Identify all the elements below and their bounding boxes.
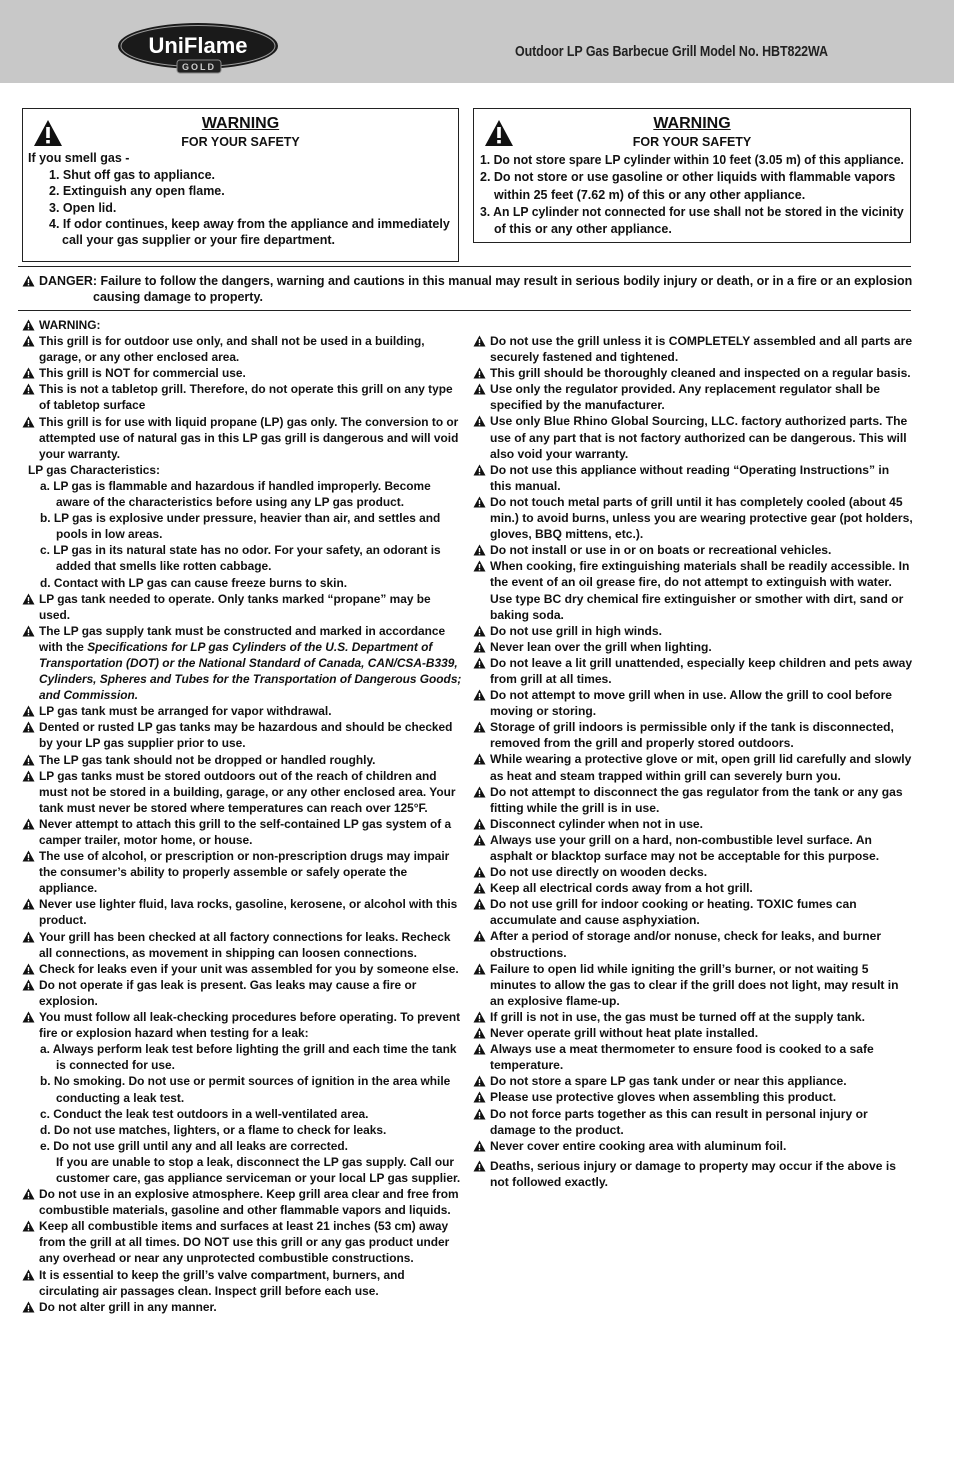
item-text: While wearing a protective glove or mit, open grill lid carefully and slowly as heat and steam trapped within grill can severely burn you. bbox=[490, 752, 912, 783]
warning-triangle-icon bbox=[473, 560, 486, 572]
warning-triangle-icon bbox=[473, 1075, 486, 1087]
warning-triangle-icon bbox=[473, 335, 486, 347]
warning-title: WARNING bbox=[201, 115, 280, 132]
danger-line: causing damage to property. bbox=[93, 290, 263, 304]
item-text: Always use your grill on a hard, non-combustible level surface. An asphalt or blacktop surface may not be acceptable for this purpose. bbox=[490, 832, 880, 863]
warning-triangle-icon bbox=[22, 898, 35, 910]
item-text: Do not use this appliance without reading “Operating Instructions” in this manual. bbox=[490, 462, 890, 493]
warning-triangle-icon bbox=[473, 818, 486, 830]
item-text: After a period of storage and/or nonuse, check for leaks, and burner obstructions. bbox=[490, 929, 882, 960]
warning-triangle-icon bbox=[473, 834, 486, 846]
item-text: This grill is for use with liquid propane (LP) gas only. The conversion to or attempted use of natural gas in this LP gas grill is dangerous and will void your warranty. bbox=[39, 414, 459, 461]
list-item bbox=[473, 494, 913, 542]
item-text: Do not attempt to disconnect the gas regulator from the tank or any gas fitting while the grill is in use. bbox=[490, 784, 903, 815]
warning-triangle-icon bbox=[22, 705, 35, 717]
list-item bbox=[22, 317, 462, 333]
warning-triangle-icon bbox=[473, 786, 486, 798]
item-text: Do not alter grill in any manner. bbox=[39, 1299, 217, 1314]
warning-triangle-icon bbox=[473, 1027, 486, 1039]
divider-rule bbox=[18, 266, 911, 267]
warning-triangle-icon bbox=[22, 416, 35, 428]
list-item bbox=[473, 381, 913, 413]
item-text: Do not use directly on wooden decks. bbox=[490, 865, 708, 880]
warning-triangle-icon bbox=[473, 1140, 486, 1152]
list-item bbox=[22, 623, 462, 703]
warning-triangle-icon bbox=[22, 754, 35, 766]
warning-triangle-icon bbox=[473, 689, 486, 701]
item-text: When cooking, fire extinguishing materials shall be readily accessible. In the event of an oil grease fire, do not attempt to extinguish with water. Use type BC dry chemical fire extinguisher or smother with dirt, sand or baking soda. bbox=[490, 559, 910, 622]
warning-triangle-icon bbox=[22, 275, 35, 287]
warning-triangle-icon bbox=[473, 1091, 486, 1103]
warnings-right-column bbox=[473, 333, 913, 1190]
warning-triangle-icon bbox=[22, 1269, 35, 1281]
warning-triangle-icon bbox=[22, 931, 35, 943]
sub-item: c. LP gas in its natural state has no odor. For your safety, an odorant is added that smells like rotten cabbage. bbox=[40, 543, 441, 574]
item-text: Your grill has been checked at all factory connections for leaks. Recheck all connections, as movement in shipping can loosen connections. bbox=[39, 929, 451, 960]
warning-line: 2. Extinguish any open flame. bbox=[49, 184, 225, 198]
list-item bbox=[473, 816, 913, 832]
list-item bbox=[22, 719, 462, 751]
list-item bbox=[22, 1299, 462, 1315]
sub-item: b. LP gas is explosive under pressure, heavier than air, and settles and pools in low areas. bbox=[40, 511, 441, 542]
list-item bbox=[22, 816, 462, 848]
warning-triangle-icon bbox=[22, 721, 35, 733]
item-text: Use only the regulator provided. Any replacement regulator shall be specified by the manufacturer. bbox=[490, 382, 881, 413]
item-text: Do not install or use in or on boats or recreational vehicles. bbox=[490, 543, 832, 558]
item-text: LP gas tanks must be stored outdoors out of the reach of children and must not be stored in a building, garage, or any other enclosed area. Your tank must never be stored where temperatures can reach over 125°F. bbox=[39, 768, 456, 815]
item-text: Never cover entire cooking area with aluminum foil. bbox=[490, 1138, 787, 1153]
warning-title: WARNING bbox=[653, 115, 731, 132]
list-item bbox=[22, 365, 462, 381]
item-text: Dented or rusted LP gas tanks may be hazardous and should be checked by your LP gas supplier prior to use. bbox=[39, 720, 453, 751]
list-item bbox=[22, 414, 462, 462]
warning-triangle-icon bbox=[473, 641, 486, 653]
list-item bbox=[473, 1041, 913, 1073]
list-item bbox=[473, 1025, 913, 1041]
warning-triangle-icon bbox=[473, 1043, 486, 1055]
list-item bbox=[473, 751, 913, 783]
warning-triangle-icon bbox=[22, 979, 35, 991]
list-item bbox=[22, 929, 462, 961]
warning-triangle-icon bbox=[22, 963, 35, 975]
warning-triangle-icon bbox=[22, 383, 35, 395]
section-heading: WARNING: bbox=[39, 318, 101, 332]
item-text: Please use protective gloves when assembling this product. bbox=[490, 1090, 837, 1105]
item-text: Do not use in an explosive atmosphere. Keep grill area clear and free from combustible materials, gasoline and other flammable vapors and liquids. bbox=[39, 1187, 459, 1218]
sub-item: e. Do not use grill until any and all leaks are corrected. bbox=[40, 1138, 348, 1153]
list-item bbox=[22, 977, 462, 1009]
list-item bbox=[473, 333, 913, 365]
divider-rule bbox=[18, 310, 911, 311]
item-text: Never attempt to attach this grill to the self-contained LP gas system of a camper trailer, motor home, or house. bbox=[39, 816, 452, 847]
warning-triangle-icon bbox=[473, 866, 486, 878]
item-text: Check for leaks even if your unit was assembled for you by someone else. bbox=[39, 961, 459, 976]
document-title: Outdoor LP Gas Barbecue Grill Model No. HBT822WA bbox=[515, 44, 828, 60]
list-item bbox=[473, 558, 913, 622]
warning-box-storage bbox=[473, 108, 911, 243]
item-text: You must follow all leak-checking procedures before operating. To prevent fire or explosion hazard when testing for a leak: bbox=[39, 1010, 461, 1041]
warning-triangle-icon bbox=[473, 544, 486, 556]
list-item bbox=[473, 639, 913, 655]
list-item bbox=[473, 1158, 913, 1190]
list-item bbox=[22, 752, 462, 768]
sub-item: c. Conduct the leak test outdoors in a well-ventilated area. bbox=[40, 1106, 369, 1121]
item-text: Always use a meat thermometer to ensure food is cooked to a safe temperature. bbox=[490, 1042, 874, 1073]
item-text: Never operate grill without heat plate installed. bbox=[490, 1026, 759, 1041]
warning-line: 4. If odor continues, keep away from the appliance and immediately bbox=[49, 217, 450, 231]
warning-triangle-icon bbox=[473, 753, 486, 765]
item-text: Storage of grill indoors is permissible only if the tank is disconnected, removed from the grill and properly stored outdoors. bbox=[490, 720, 894, 751]
list-item bbox=[473, 655, 913, 687]
list-item bbox=[473, 896, 913, 928]
warning-triangle-icon bbox=[22, 319, 35, 331]
warning-line: of this or any other appliance. bbox=[494, 222, 672, 236]
item-text: This grill is NOT for commercial use. bbox=[39, 366, 246, 381]
sub-item-continuation: If you are unable to stop a leak, disconnect the LP gas supply. Call our customer care, gas appliance serviceman or your local LP gas supplier. bbox=[56, 1154, 461, 1185]
item-text: Do not use grill in high winds. bbox=[490, 623, 662, 638]
list-item bbox=[473, 687, 913, 719]
item-text: Disconnect cylinder when not in use. bbox=[490, 816, 704, 831]
list-item bbox=[22, 1267, 462, 1299]
warning-triangle-icon bbox=[473, 1011, 486, 1023]
list-item bbox=[473, 864, 913, 880]
warning-triangle-icon bbox=[473, 721, 486, 733]
item-text: Keep all combustible items and surfaces at least 21 inches (53 cm) away from the grill at all times. DO NOT use this grill or any gas product under any overhead or near any unprotected combustible constructions. bbox=[39, 1219, 450, 1266]
item-text: It is essential to keep the grill’s valve compartment, burners, and circulating air passages clean. Inspect grill before each use. bbox=[39, 1267, 405, 1298]
list-item bbox=[473, 365, 913, 381]
list-item bbox=[473, 719, 913, 751]
uniflame-logo bbox=[117, 22, 279, 74]
warning-line: within 25 feet (7.62 m) of this or any other appliance. bbox=[494, 188, 806, 202]
warning-triangle-icon bbox=[473, 367, 486, 379]
list-item bbox=[473, 623, 913, 639]
list-item bbox=[22, 591, 462, 623]
list-item bbox=[22, 961, 462, 977]
list-item bbox=[473, 1073, 913, 1089]
list-item bbox=[473, 1138, 913, 1154]
item-text: Do not store a spare LP gas tank under or near this appliance. bbox=[490, 1074, 847, 1089]
warnings-left-column bbox=[22, 317, 462, 1315]
item-text: LP gas tank must be arranged for vapor withdrawal. bbox=[39, 704, 332, 719]
warning-line: 1. Do not store spare LP cylinder within 10 feet (3.05 m) of this appliance. bbox=[480, 153, 904, 167]
sub-item: a. Always perform leak test before lighting the grill and each time the tank is connected for use. bbox=[40, 1042, 457, 1073]
lp-characteristics-heading: LP gas Characteristics: bbox=[28, 462, 160, 477]
item-text-italic: Specifications for LP gas Cylinders of the U.S. Department of Transportation (DOT) or the National Standard of Canada, CAN/CSA-B339, Cylinders, Spheres and Tubes for the Transportation of Dangerous Goods; and Commission. bbox=[39, 639, 462, 703]
item-text: If grill is not in use, the gas must be turned off at the supply tank. bbox=[490, 1009, 865, 1024]
danger-statement bbox=[22, 273, 912, 305]
warning-triangle-icon bbox=[22, 818, 35, 830]
list-item bbox=[473, 542, 913, 558]
list-item bbox=[473, 1089, 913, 1105]
warning-triangle-icon bbox=[473, 882, 486, 894]
list-item bbox=[473, 880, 913, 896]
warning-triangle-icon bbox=[473, 657, 486, 669]
item-text: Failure to open lid while igniting the grill’s burner, or not waiting 5 minutes to allow the gas to clear if the grill does not light, may result in an explosive flame-up. bbox=[490, 961, 899, 1008]
item-text: Deaths, serious injury or damage to property may occur if the above is not followed exactly. bbox=[490, 1158, 896, 1189]
list-item bbox=[473, 1106, 913, 1138]
item-text: Use only Blue Rhino Global Sourcing, LLC. factory authorized parts. The use of any part that is not factory authorized can be dangerous. This will also void your warranty. bbox=[490, 414, 908, 461]
item-text: Do not use grill for indoor cooking or heating. TOXIC fumes can accumulate and cause asphyxiation. bbox=[490, 897, 857, 928]
brand-name: UniFlame bbox=[148, 33, 248, 58]
list-item bbox=[473, 928, 913, 960]
item-text: This grill should be thoroughly cleaned and inspected on a regular basis. bbox=[490, 366, 911, 381]
list-item bbox=[22, 381, 462, 413]
item-text: Do not force parts together as this can result in personal injury or damage to the product. bbox=[490, 1106, 868, 1137]
list-item bbox=[22, 768, 462, 816]
list-item bbox=[22, 896, 462, 928]
warning-triangle-icon bbox=[22, 367, 35, 379]
item-text: The use of alcohol, or prescription or non-prescription drugs may impair the consumer’s ability to properly assemble or safely operate the appliance. bbox=[39, 849, 450, 896]
item-text: Do not touch metal parts of grill until it has completely cooled (about 45 min.) to avoid burns, unless you are wearing protective gear (pot holders, gloves, BBQ mittens, etc.). bbox=[490, 494, 913, 542]
warning-line: 3. An LP cylinder not connected for use shall not be stored in the vicinity bbox=[480, 205, 904, 219]
item-text: Do not operate if gas leak is present. Gas leaks may cause a fire or explosion. bbox=[39, 977, 417, 1008]
item-text: Never lean over the grill when lighting. bbox=[490, 639, 712, 654]
list-item bbox=[473, 784, 913, 816]
list-item bbox=[473, 1009, 913, 1025]
warning-triangle-icon bbox=[473, 625, 486, 637]
warning-triangle-icon bbox=[473, 930, 486, 942]
warning-line: call your gas supplier or your fire department. bbox=[62, 233, 335, 247]
warning-line: 1. Shut off gas to appliance. bbox=[49, 168, 215, 182]
warning-triangle-icon bbox=[473, 898, 486, 910]
list-item bbox=[22, 1009, 462, 1041]
list-item bbox=[22, 848, 462, 896]
list-item bbox=[473, 413, 913, 461]
item-text: LP gas tank needed to operate. Only tanks marked “propane” may be used. bbox=[39, 591, 431, 622]
warning-box-gas-smell bbox=[22, 108, 459, 262]
warning-triangle-icon bbox=[22, 335, 35, 347]
warning-line: 2. Do not store or use gasoline or other liquids with flammable vapors bbox=[480, 170, 896, 184]
warning-triangle-icon bbox=[22, 593, 35, 605]
warning-subtitle: FOR YOUR SAFETY bbox=[181, 135, 300, 149]
warning-line: If you smell gas - bbox=[28, 151, 130, 165]
warning-triangle-icon bbox=[473, 1108, 486, 1120]
warning-triangle-icon bbox=[473, 464, 486, 476]
brand-sub: GOLD bbox=[182, 62, 216, 72]
list-item bbox=[473, 462, 913, 494]
item-text: Do not attempt to move grill when in use. Allow the grill to cool before moving or storing. bbox=[490, 688, 893, 719]
sub-item: d. Contact with LP gas can cause freeze burns to skin. bbox=[40, 575, 348, 590]
page-header bbox=[0, 0, 954, 83]
warning-line: 3. Open lid. bbox=[49, 201, 117, 215]
warning-triangle-icon bbox=[22, 1220, 35, 1232]
list-item bbox=[22, 333, 462, 365]
list-item bbox=[22, 1218, 462, 1266]
warning-triangle-icon bbox=[473, 496, 486, 508]
list-item bbox=[473, 961, 913, 1009]
list-item bbox=[473, 832, 913, 864]
warning-subtitle: FOR YOUR SAFETY bbox=[632, 135, 752, 149]
item-text: The LP gas supply tank must be constructed and marked in accordance with the bbox=[39, 623, 446, 654]
danger-line: DANGER: Failure to follow the dangers, warning and cautions in this manual may result in serious bodily injury or death, or in a fire or an explosion bbox=[39, 274, 913, 288]
item-text: Never use lighter fluid, lava rocks, gasoline, kerosene, or alcohol with this product. bbox=[39, 897, 458, 928]
list-item bbox=[22, 703, 462, 719]
warning-triangle-icon bbox=[473, 383, 486, 395]
item-text: The LP gas tank should not be dropped or handled roughly. bbox=[39, 752, 376, 767]
item-text: This grill is for outdoor use only, and shall not be used in a building, garage, or any other enclosed area. bbox=[39, 334, 425, 365]
warning-triangle-icon bbox=[22, 1188, 35, 1200]
warning-triangle-icon bbox=[22, 1301, 35, 1313]
list-item bbox=[22, 1186, 462, 1218]
warning-triangle-icon bbox=[22, 1011, 35, 1023]
item-text: Do not leave a lit grill unattended, especially keep children and pets away from grill at all times. bbox=[490, 655, 913, 686]
item-text: This is not a tabletop grill. Therefore, do not operate this grill on any type of tabletop surface bbox=[39, 382, 453, 413]
warning-triangle-icon bbox=[473, 1160, 486, 1172]
warning-triangle-icon bbox=[22, 625, 35, 637]
warning-triangle-icon bbox=[22, 770, 35, 782]
sub-item: d. Do not use matches, lighters, or a flame to check for leaks. bbox=[40, 1122, 387, 1137]
item-text: Keep all electrical cords away from a hot grill. bbox=[490, 881, 753, 896]
sub-item: a. LP gas is flammable and hazardous if handled improperly. Become aware of the characteristics before using any LP gas product. bbox=[40, 478, 431, 510]
item-text: Do not use the grill unless it is COMPLETELY assembled and all parts are securely fastened and tightened. bbox=[490, 334, 913, 365]
warning-triangle-icon bbox=[473, 963, 486, 975]
sub-item: b. No smoking. Do not use or permit sources of ignition in the area while conducting a leak test. bbox=[40, 1074, 451, 1105]
warning-triangle-icon bbox=[22, 850, 35, 862]
warning-triangle-icon bbox=[473, 415, 486, 427]
